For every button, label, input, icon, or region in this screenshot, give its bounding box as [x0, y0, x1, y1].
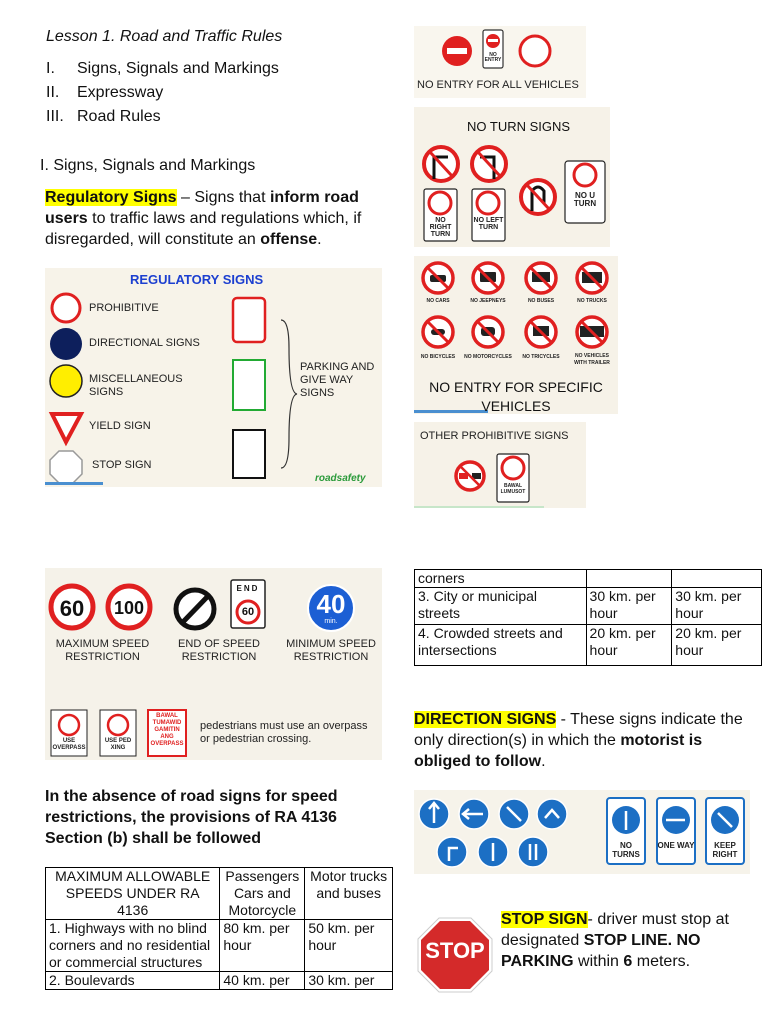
table-cell: 30 km. per — [305, 972, 393, 990]
table-cell: 40 km. per — [220, 972, 305, 990]
table-cell: 20 km. per hour — [672, 625, 762, 666]
no-u-turn-icon — [521, 180, 555, 214]
speed-table-right — [414, 569, 762, 666]
label-no-bicycles: NO BICYCLES — [420, 354, 456, 360]
label-no-trucks: NO TRUCKS — [577, 298, 607, 304]
text-run: – Signs that — [176, 189, 270, 206]
table-cell: 30 km. per hour — [672, 588, 762, 625]
use-ped-xing-label: USE PED XING — [104, 738, 132, 751]
text-run: . — [317, 231, 322, 248]
two-way-icon — [518, 837, 548, 867]
table-row — [46, 920, 393, 972]
table-cell: 2. Boulevards — [46, 972, 220, 990]
table-header-cell: Passengers Cars and Motorcycle — [220, 868, 305, 920]
no-entry-caption: NO ENTRY FOR ALL VEHICLES — [417, 79, 579, 91]
no-turn-title: NO TURN SIGNS — [467, 119, 571, 134]
outline-num: I. — [46, 60, 55, 77]
speed-table-left — [45, 867, 393, 990]
roadsafety-logo: roadsafety — [315, 473, 366, 484]
lesson-title: Lesson 1. Road and Traffic Rules — [46, 28, 283, 45]
table-cell: 3. City or municipal streets — [415, 588, 587, 625]
direction-paragraph — [414, 709, 754, 772]
turn-right-ahead-icon — [437, 837, 467, 867]
pedestrian-caption: pedestrians must use an overpass or pedestrian crossing. — [200, 720, 368, 745]
bawal-tumawid-label: BAWAL TUMAWID GAMITIN ANG OVERPASS — [150, 713, 184, 747]
stop-term: STOP SIGN — [501, 911, 588, 928]
other-prohibitive-panel — [414, 422, 586, 508]
parking-label: PARKING AND GIVE WAY SIGNS — [300, 361, 375, 399]
end-text: END — [236, 584, 260, 593]
label-no-tricycles: NO TRICYCLES — [522, 354, 560, 360]
outline-num: III. — [46, 108, 64, 125]
text-run: within — [573, 953, 624, 970]
reg-item-yield: YIELD SIGN — [89, 420, 151, 432]
underline-bar — [45, 482, 103, 485]
text-run: - These signs indicate the only direction(s) in which the — [414, 711, 743, 749]
table-cell: 80 km. per hour — [220, 920, 305, 972]
prohibitive-circle-icon — [52, 294, 80, 322]
absence-paragraph: In the absence of road signs for speed restrictions, the provisions of RA 4136 Section (b) shall be followed — [45, 788, 338, 847]
table-cell: 20 km. per hour — [586, 625, 672, 666]
outline-item-2 — [46, 83, 163, 103]
table-row — [46, 972, 393, 990]
outline-text: Signs, Signals and Markings — [77, 60, 279, 77]
table-header-cell: Motor trucks and buses — [305, 868, 393, 920]
label-no-buses: NO BUSES — [527, 298, 555, 304]
speed-signs-panel — [45, 568, 382, 760]
section-heading: I. Signs, Signals and Markings — [40, 157, 256, 174]
no-entry-panel — [414, 26, 586, 98]
table-header-cell: MAXIMUM ALLOWABLE SPEEDS UNDER RA 4136 — [46, 868, 220, 920]
table-header-row — [46, 868, 393, 920]
use-overpass-label: USE OVERPASS — [52, 738, 86, 751]
misc-circle-icon — [50, 365, 82, 397]
specific-caption: NO ENTRY FOR SPECIFIC VEHICLES — [429, 379, 603, 414]
min-speed-value: 40 — [316, 589, 346, 619]
outline-text: Road Rules — [77, 108, 161, 125]
reg-item-directional: DIRECTIONAL SIGNS — [89, 337, 200, 349]
no-turn-panel — [414, 107, 610, 247]
label-no-trailers: NO VEHICLES WITH TRAILER — [574, 353, 610, 366]
label-no-motorcycles: NO MOTORCYCLES — [464, 354, 512, 360]
caption-end-speed: END OF SPEED RESTRICTION — [178, 638, 260, 663]
table-cell: 50 km. per hour — [305, 920, 393, 972]
no-u-turn-label: NO U TURN — [573, 191, 597, 208]
text-bold: offense — [260, 231, 318, 248]
text-run: meters. — [632, 953, 691, 970]
other-prohibitive-title: OTHER PROHIBITIVE SIGNS — [420, 430, 569, 442]
specific-vehicles-panel — [414, 256, 618, 414]
text-run: - driver must stop at designated — [501, 911, 729, 949]
yield-triangle-icon — [52, 414, 81, 442]
outline-item-1 — [46, 59, 279, 79]
one-way-label: ONE WAY — [657, 841, 695, 850]
brace-icon — [281, 320, 297, 468]
no-left-turn-label: NO LEFT TURN — [473, 217, 504, 231]
table-row — [415, 625, 762, 666]
text-bold: 6 — [623, 953, 633, 970]
label-no-cars: NO CARS — [426, 298, 450, 304]
table-cell: 30 km. per hour — [586, 588, 672, 625]
turn-either-icon — [537, 799, 567, 829]
table-cell — [586, 570, 672, 588]
direction-term: DIRECTION SIGNS — [414, 711, 557, 728]
table-cell: 1. Highways with no blind corners and no residential or commercial structures — [46, 920, 220, 972]
keep-right-label: KEEP RIGHT — [712, 841, 738, 859]
table-cell: 4. Crowded streets and intersections — [415, 625, 587, 666]
caption-min-speed: MINIMUM SPEED RESTRICTION — [286, 638, 376, 663]
min-speed-unit: min. — [324, 618, 338, 625]
caption-max-speed: MAXIMUM SPEED RESTRICTION — [55, 638, 150, 663]
table-cell: corners — [415, 570, 587, 588]
outline-text: Expressway — [77, 84, 164, 101]
no-turns-label: NO TURNS — [612, 841, 640, 859]
text-run: . — [541, 753, 546, 770]
no-vehicles-icon — [520, 36, 550, 66]
reg-item-prohibitive: PROHIBITIVE — [89, 302, 159, 314]
reg-item-misc: MISCELLANEOUS SIGNS — [89, 373, 183, 398]
outline-item-3 — [46, 107, 161, 127]
text-bold: STOP LINE. NO PARKING — [501, 932, 701, 970]
regulatory-signs-panel — [45, 268, 382, 487]
speed-60-text: 60 — [59, 596, 85, 621]
speed-100-text: 100 — [113, 598, 145, 618]
no-left-turn-icon — [472, 147, 506, 181]
no-overtaking-icon — [456, 462, 484, 490]
stop-octagon-icon — [50, 451, 82, 483]
stop-sign-text: STOP — [425, 938, 485, 963]
reg-item-stop: STOP SIGN — [92, 459, 152, 471]
label-no-jeepneys: NO JEEPNEYS — [470, 298, 506, 304]
no-entry-plate-text: NO ENTRY — [484, 52, 502, 63]
text-bold: motorist is obliged to follow — [414, 732, 703, 770]
end-restriction-icon — [176, 590, 214, 628]
table-cell — [672, 570, 762, 588]
text-run: to traffic laws and regulations which, if disregarded, will constitute an — [45, 210, 362, 248]
red-rect-icon — [233, 298, 265, 342]
text-bold: inform road users — [45, 189, 359, 227]
regulatory-paragraph — [45, 187, 385, 250]
directional-circle-icon — [50, 328, 82, 360]
other-prohibitive-signs — [414, 422, 586, 508]
no-right-turn-label: NO RIGHT TURN — [429, 217, 452, 238]
green-rect-icon — [233, 360, 265, 410]
black-rect-icon — [233, 430, 265, 478]
direction-signs — [414, 790, 750, 874]
bawal-lumusot-label: BAWAL LUMUSOT — [500, 483, 526, 495]
stop-paragraph — [501, 909, 761, 972]
no-right-turn-icon — [424, 147, 458, 181]
direction-signs-panel — [414, 790, 750, 874]
end-value: 60 — [241, 606, 255, 618]
table-row — [415, 570, 762, 588]
outline-num: II. — [46, 84, 60, 101]
panel-title: REGULATORY SIGNS — [130, 272, 264, 287]
regulatory-term: Regulatory Signs — [45, 189, 177, 206]
table-row — [415, 588, 762, 625]
